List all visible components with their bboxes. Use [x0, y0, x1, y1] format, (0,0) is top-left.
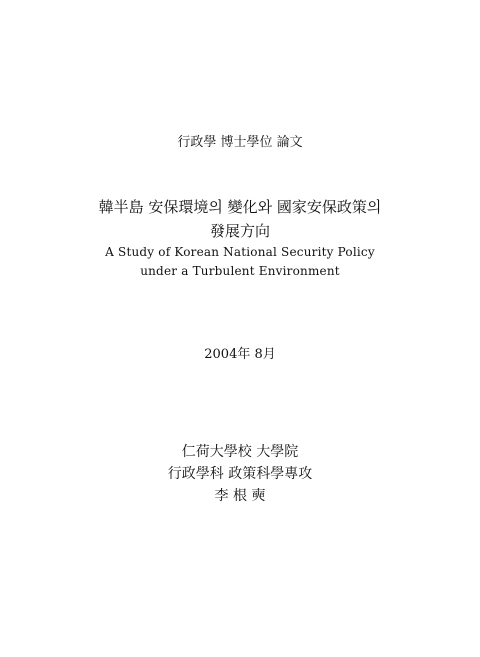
korean-title-line-2: 發展方向: [209, 222, 270, 240]
author-name: 李 根 奭: [214, 488, 266, 504]
university-name: 仁荷大學校 大學院: [181, 444, 299, 460]
english-title-line-2: under a Turbulent Environment: [140, 264, 340, 278]
english-title-line-1: A Study of Korean National Security Policy: [105, 245, 375, 259]
department-name: 行政學科 政策科學專攻: [167, 466, 313, 482]
korean-title-line-1: 韓半島 安保環境의 變化와 國家安保政策의: [98, 198, 382, 216]
submission-date: 2004年 8月: [204, 347, 276, 362]
degree-line: 行政學 博士學位 論文: [177, 135, 303, 150]
